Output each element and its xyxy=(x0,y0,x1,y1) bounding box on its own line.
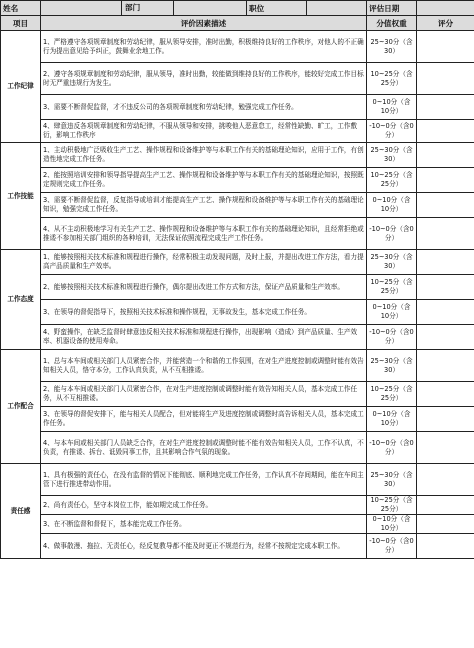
table-row xyxy=(1,382,474,407)
date-label: 评估日期 xyxy=(367,1,417,16)
criteria-description: 4、做事散漫、拖拉、无责任心，经反复教导都不能及时更正不规范行为，经常不按规定完成本职工作。 xyxy=(41,534,367,559)
score-cell[interactable] xyxy=(417,515,474,534)
table-row xyxy=(1,143,474,168)
position-value-cell[interactable] xyxy=(307,1,367,16)
table-row xyxy=(1,95,474,120)
table-row xyxy=(1,534,474,559)
table-row xyxy=(1,275,474,300)
score-weight: 25~30分（含30） xyxy=(367,350,417,382)
criteria-description: 2、能按照培训安排和领导指导提高生产工艺、操作规程和设备维护等与本职工作有关的基础理论知识，按照既定规则完成工作任务。 xyxy=(41,168,367,193)
score-weight: -10~0分（含0分） xyxy=(367,534,417,559)
score-cell[interactable] xyxy=(417,95,474,120)
table-row xyxy=(1,120,474,143)
score-cell[interactable] xyxy=(417,31,474,63)
table-row xyxy=(1,325,474,350)
criteria-description: 3、在不断监督和督促下，基本能完成工作任务。 xyxy=(41,515,367,534)
score-weight: 0~10分（含10分） xyxy=(367,193,417,218)
criteria-description: 4、野蛮操作，在缺乏监督时肆意违反相关技术标准和规程进行操作，出现影响（造成）到产品质量、生产效率、机器设备的使用寿命。 xyxy=(41,325,367,350)
criteria-description: 1、严格遵守各项规章制度和劳动纪律，服从领导安排，准时出勤，积极维持良好的工作秩序，对他人的不正确行为提出意见给予纠正，鼓舞业余地工作。 xyxy=(41,31,367,63)
table-row xyxy=(1,218,474,250)
table-row xyxy=(1,496,474,515)
score-weight: -10~0分（含0分） xyxy=(367,218,417,250)
dept-label: 部门 xyxy=(122,1,174,15)
score-weight: -10~0分（含0分） xyxy=(367,432,417,464)
header-weight: 分值权重 xyxy=(367,16,417,31)
category-label: 工作态度 xyxy=(1,250,41,350)
score-cell[interactable] xyxy=(417,534,474,559)
table-row xyxy=(1,464,474,496)
score-weight: 10~25分（含25分） xyxy=(367,382,417,407)
score-weight: 25~30分（含30） xyxy=(367,250,417,275)
criteria-description: 2、遵守各项规章制度和劳动纪律，服从领导，准时出勤，较能做到维持良好的工作秩序，能较好完成工作目标时无严重违规行为发生。 xyxy=(41,63,367,95)
score-cell[interactable] xyxy=(417,300,474,325)
dept-value-cell[interactable] xyxy=(174,1,246,15)
score-weight: -10~0分（含0分） xyxy=(367,120,417,143)
score-weight: 0~10分（含10分） xyxy=(367,515,417,534)
date-value-cell[interactable] xyxy=(417,1,474,16)
criteria-description: 1、总与本车间或相关部门人员紧密合作，并能营造一个和谐的工作氛围，在对生产进度控制或调整时能有效告知相关人员，恪守本分，工作认真负责，从不互相推诿。 xyxy=(41,350,367,382)
score-cell[interactable] xyxy=(417,496,474,515)
category-label: 责任感 xyxy=(1,464,41,559)
score-weight: 0~10分（含10分） xyxy=(367,300,417,325)
score-weight: 0~10分（含10分） xyxy=(367,95,417,120)
score-cell[interactable] xyxy=(417,464,474,496)
score-cell[interactable] xyxy=(417,432,474,464)
criteria-description: 4、从不主动积极地学习有关生产工艺、操作规程和设备维护等与本职工作有关的基础理论知识，且经常拒绝或推诿不参加相关部门组织的各种培训，无法保证依照流程完成生产工作任务。 xyxy=(41,218,367,250)
header-item: 项目 xyxy=(1,16,41,31)
criteria-description: 3、需要不断督促监督，才不违反公司的各项规章制度和劳动纪律，勉强完成工作任务。 xyxy=(41,95,367,120)
name-value-cell[interactable] xyxy=(41,1,122,15)
table-row xyxy=(1,168,474,193)
table-row xyxy=(1,432,474,464)
score-cell[interactable] xyxy=(417,275,474,300)
score-weight: 0~10分（含10分） xyxy=(367,407,417,432)
score-weight: 10~25分（含25分） xyxy=(367,63,417,95)
score-cell[interactable] xyxy=(417,218,474,250)
criteria-description: 4、肆意违反各项规章制度和劳动纪律，不服从领导和安排，挑唆他人恶意怠工，经常性缺勤、旷工，工作敷衍，影响工作秩序 xyxy=(41,120,367,143)
table-row xyxy=(1,300,474,325)
criteria-description: 1、能够按照相关技术标准和规程进行操作，经常积极主动发现问题，及时上报，并提出改进工作方法，看力提高产品质量和生产效率。 xyxy=(41,250,367,275)
score-cell[interactable] xyxy=(417,143,474,168)
score-weight: 10~25分（含25分） xyxy=(367,168,417,193)
score-weight: 25~30分（含30） xyxy=(367,143,417,168)
score-cell[interactable] xyxy=(417,193,474,218)
table-row xyxy=(1,31,474,63)
category-label: 工作技能 xyxy=(1,143,41,250)
score-weight: 25~30分（含30） xyxy=(367,31,417,63)
score-cell[interactable] xyxy=(417,325,474,350)
score-cell[interactable] xyxy=(417,407,474,432)
category-label: 工作配合 xyxy=(1,350,41,464)
table-row xyxy=(1,63,474,95)
info-row xyxy=(1,1,474,16)
criteria-description: 3、在领导的督促安排下，能与相关人员配合，但对能将生产及进度控制或调整时高告诉相关人员，基本完成工作任务。 xyxy=(41,407,367,432)
criteria-description: 4、与本车间或相关部门人员缺乏合作，在对生产进度控制或调整时能不能有效告知相关人员，工作不认真，不负责，有推诿、拆台、诋毁同事工作，且其影响合作气氛的现象。 xyxy=(41,432,367,464)
header-row xyxy=(1,16,474,31)
criteria-description: 1、具有极强的责任心，在没有监督的情况下能彻底、顺利地完成工作任务，工作认真不存间期间，能在车间主管下进行推进带动作用。 xyxy=(41,464,367,496)
criteria-description: 2、能与本车间或相关部门人员紧密合作，在对生产进度控制或调整时能有效告知相关人员，基本完成工作任务，从不互相推诿。 xyxy=(41,382,367,407)
table-row xyxy=(1,515,474,534)
table-row xyxy=(1,350,474,382)
score-weight: -10~0分（含0分） xyxy=(367,325,417,350)
table-row xyxy=(1,407,474,432)
table-row xyxy=(1,193,474,218)
criteria-description: 1、主动积极地广泛吸收生产工艺、操作规程和设备维护等与本职工作有关的基础理论知识，应用于工作，有创造性地完成工作任务。 xyxy=(41,143,367,168)
score-cell[interactable] xyxy=(417,350,474,382)
criteria-description: 3、在领导的督促指导下，按照相关技术标准和操作规程，无事故发生，基本完成工作任务。 xyxy=(41,300,367,325)
name-label: 姓名 xyxy=(1,1,41,16)
criteria-description: 3、需要不断督促监督，反复指导或培训才能提高生产工艺、操作规程和设备维护等与本职工作有关的基础理论知识，勉强完成工作任务。 xyxy=(41,193,367,218)
score-cell[interactable] xyxy=(417,382,474,407)
header-score: 评分 xyxy=(417,16,474,31)
position-label: 职位 xyxy=(247,1,307,16)
criteria-description: 2、能够按照相关技术标准和规程进行操作，偶尔提出改进工作方式和方法，保证产品质量和生产效率。 xyxy=(41,275,367,300)
score-weight: 10~25分（含25分） xyxy=(367,275,417,300)
score-cell[interactable] xyxy=(417,168,474,193)
score-weight: 25~30分（含30） xyxy=(367,464,417,496)
table-row xyxy=(1,250,474,275)
header-desc: 评价因素描述 xyxy=(41,16,367,31)
score-weight: 10~25分（含25分） xyxy=(367,496,417,515)
score-cell[interactable] xyxy=(417,250,474,275)
category-label: 工作纪律 xyxy=(1,31,41,143)
score-cell[interactable] xyxy=(417,63,474,95)
score-cell[interactable] xyxy=(417,120,474,143)
criteria-description: 2、尚有责任心，坚守本岗位工作，能如期完成工作任务。 xyxy=(41,496,367,515)
